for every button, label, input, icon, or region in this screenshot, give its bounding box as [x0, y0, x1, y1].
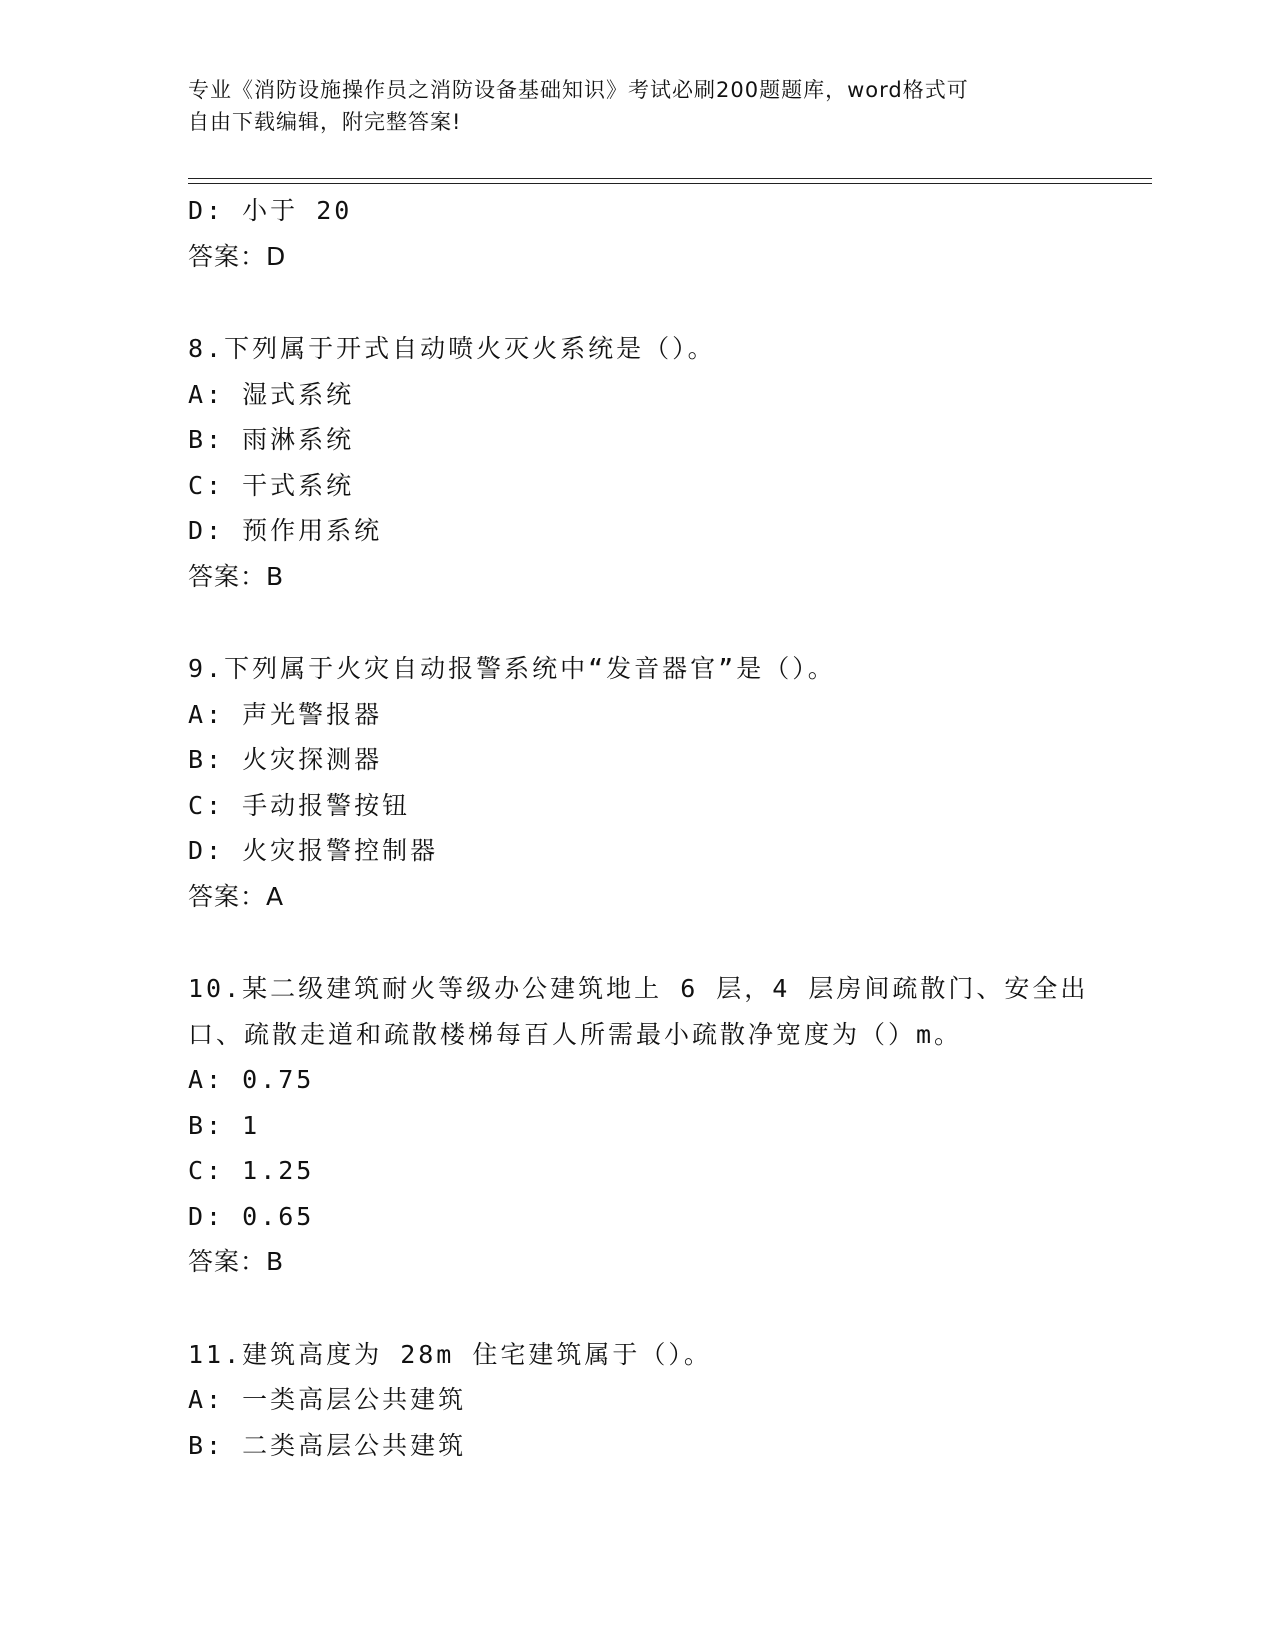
- q9-option-d: D: 火灾报警控制器: [188, 836, 439, 865]
- header-line-1: 专业《消防设施操作员之消防设备基础知识》考试必刷200题题库，word格式可: [188, 78, 969, 102]
- question-list: [188, 188, 1148, 1468]
- header-line-2: 自由下载编辑，附完整答案!: [188, 110, 462, 134]
- q9-answer: 答案：A: [188, 881, 285, 911]
- q7-answer: 答案：D: [188, 241, 287, 271]
- q11-option-b: B: 二类高层公共建筑: [188, 1430, 467, 1460]
- q10-answer: 答案：B: [188, 1247, 285, 1276]
- q10-option-d: D: 0.65: [188, 1201, 315, 1231]
- q9-option-a: A: 声光警报器: [188, 699, 383, 729]
- q9-option-c: C: 手动报警按钮: [188, 790, 411, 820]
- page-header: [188, 74, 1068, 138]
- q10-option-c: C: 1.25: [188, 1156, 315, 1185]
- q8-option-b: B: 雨淋系统: [188, 425, 355, 454]
- q9-option-b: B: 火灾探测器: [188, 745, 383, 774]
- q9-stem: 9.下列属于火灾自动报警系统中“发音器官”是（）。: [188, 654, 836, 683]
- q8-option-a: A: 湿式系统: [188, 379, 355, 409]
- header-divider-bottom: [188, 183, 1152, 184]
- q10-option-b: B: 1: [188, 1110, 261, 1140]
- q10-option-a: A: 0.75: [188, 1065, 315, 1094]
- q8-option-d: D: 预作用系统: [188, 516, 383, 545]
- q7-option-d: D: 小于 20: [188, 196, 353, 225]
- q10-stem-line-1: 10.某二级建筑耐火等级办公建筑地上 6 层，4 层房间疏散门、安全出: [188, 974, 1089, 1003]
- q10-stem-line-2: 口、疏散走道和疏散楼梯每百人所需最小疏散净宽度为（）m。: [188, 1019, 963, 1049]
- header-divider-top: [188, 178, 1152, 179]
- q8-stem: 8.下列属于开式自动喷火灭火系统是（）。: [188, 334, 716, 363]
- q8-answer: 答案：B: [188, 561, 285, 591]
- q11-option-a: A: 一类高层公共建筑: [188, 1385, 467, 1414]
- q11-stem: 11.建筑高度为 28m 住宅建筑属于（）。: [188, 1339, 712, 1369]
- q8-option-c: C: 干式系统: [188, 470, 355, 500]
